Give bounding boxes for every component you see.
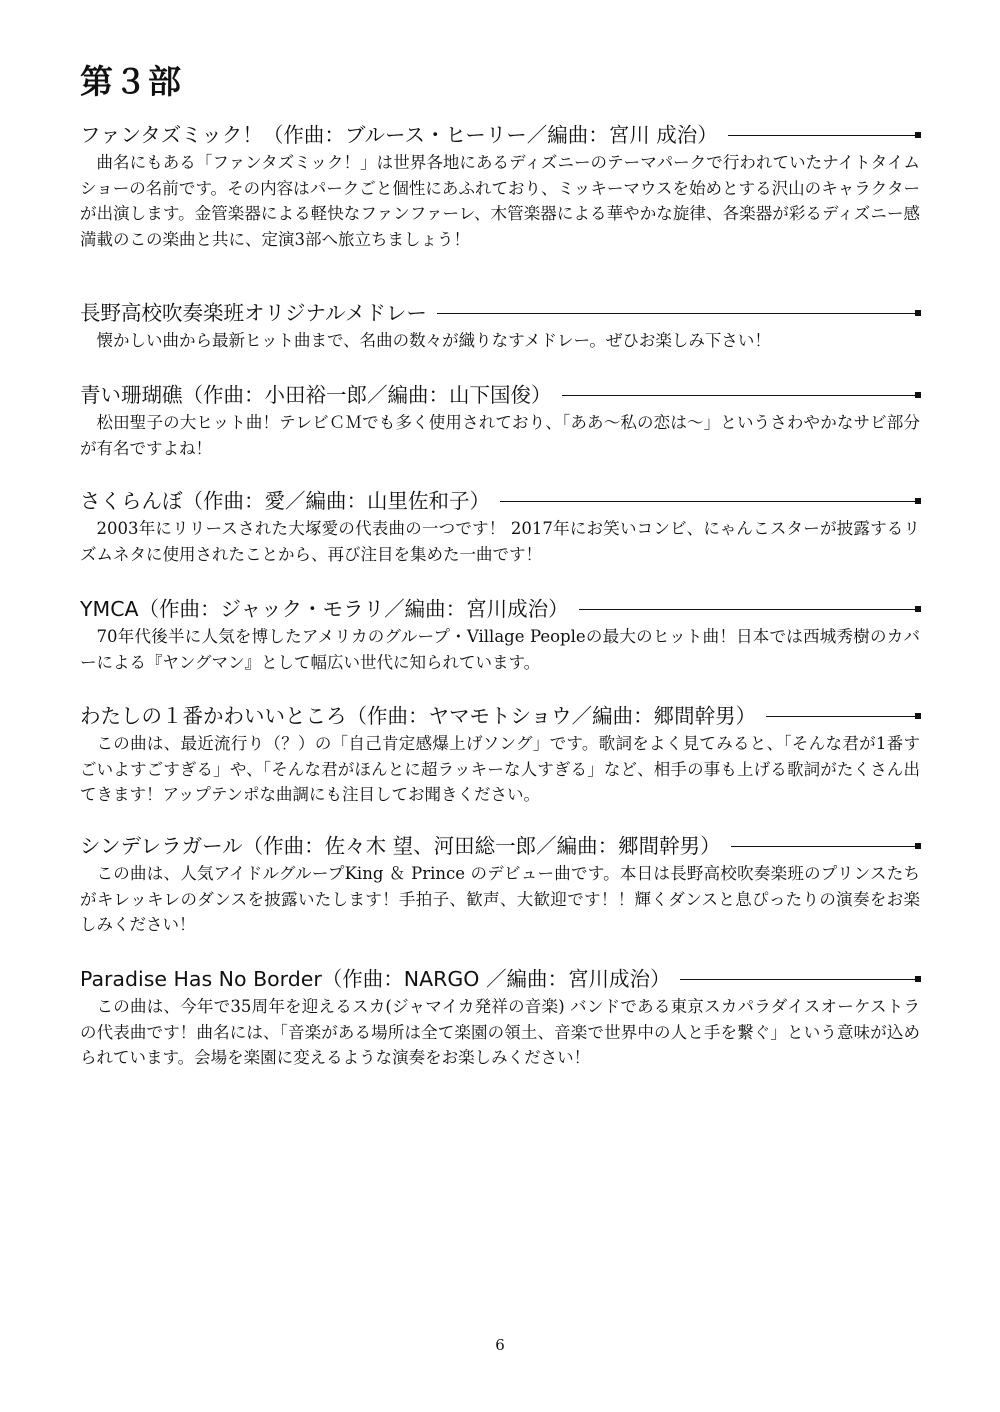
section-header	[80, 486, 920, 516]
section-description: 2003年にリリースされた大塚愛の代表曲の一つです！ 2017年にお笑いコンビ、にゃんこスターが披露するリズムネタに使用されたことから、再び注目を集めた一曲です！	[80, 519, 920, 564]
title-rule-divider	[728, 135, 920, 136]
section-description: この曲は、今年で35周年を迎えるスカ(ジャマイカ発祥の音楽) バンドである東京スカパラダイスオーケストラの代表曲です！曲名には、「音楽がある場所は全て楽園の領土、音楽で世界中の人と手を繋ぐ」という意味が込められています。会場を楽園に変えるような演奏をお楽しみください！	[80, 997, 921, 1068]
section-header	[80, 380, 920, 410]
section-description: この曲は、人気アイドルグループKing ＆ Prince のデビュー曲です。本日は長野高校吹奏楽班のプリンスたちがキレッキレのダンスを披露いたします！手拍子、歓声、大歓迎です！！輝くダンスと息ぴったりの演奏をお楽しみください！	[80, 864, 920, 935]
program-item-paradise-has-no-border	[80, 964, 920, 1071]
title-rule-divider	[500, 501, 920, 502]
section-description: この曲は、最近流行り（？）の「自己肯定感爆上げソング」です。歌詞をよく見てみると、「そんな君が1番すごいよすごすぎる」や、「そんな君がほんとに超ラッキーな人すぎる」など、相手の事も上げる歌詞がたくさん出てきます！アップテンポな曲調にも注目してお聞きください。	[80, 734, 920, 805]
section-title: 長野高校吹奏楽班オリジナルメドレー	[80, 301, 427, 325]
section-title: さくらんぼ（作曲：愛／編曲：山里佐和子）	[80, 489, 490, 513]
program-item-ymca	[80, 594, 920, 675]
section-title: YMCA（作曲：ジャック・モラリ／編曲：宮川成治）	[80, 597, 569, 621]
section-description: 懐かしい曲から最新ヒット曲まで、名曲の数々が織りなすメドレー。ぜひお楽しみ下さい！	[96, 331, 771, 350]
program-item-watashi-no-ichiban	[80, 701, 920, 808]
program-item-original-medley	[80, 298, 920, 354]
section-header	[80, 298, 920, 328]
page-title: 第３部	[80, 62, 182, 101]
section-header	[80, 120, 920, 150]
title-rule-divider	[731, 846, 920, 847]
section-title: Paradise Has No Border（作曲：NARGO ／編曲：宮川成治）	[80, 967, 671, 991]
title-rule-divider	[680, 979, 920, 980]
section-description: 松田聖子の大ヒット曲！テレビＣＭでも多く使用されており、「ああ〜私の恋は〜」というさわやかなサビ部分が有名ですよね！	[80, 413, 920, 458]
title-rule-divider	[437, 313, 920, 314]
section-title: 青い珊瑚礁（作曲：小田裕一郎／編曲：山下国俊）	[80, 383, 552, 407]
section-description: 70年代後半に人気を博したアメリカのグループ・Village Peopleの最大のヒット曲！日本では西城秀樹のカバーによる『ヤングマン』として幅広い世代に知られています。	[80, 627, 920, 672]
page-number: 6	[495, 1336, 505, 1354]
program-item-sakuranbo	[80, 486, 920, 567]
section-header	[80, 594, 920, 624]
title-rule-divider	[579, 609, 920, 610]
program-item-cinderella-girl	[80, 831, 920, 938]
section-title: わたしの１番かわいいところ（作曲：ヤマモトショウ／編曲：郷間幹男）	[80, 704, 757, 728]
section-header	[80, 701, 920, 731]
title-rule-divider	[562, 395, 921, 396]
section-title: ファンタズミック！（作曲：ブルース・ヒーリー／編曲：宮川 成治）	[80, 123, 718, 147]
section-header	[80, 964, 920, 994]
program-item-fantasmic	[80, 120, 920, 252]
title-rule-divider	[766, 716, 920, 717]
section-title: シンデレラガール（作曲：佐々木 望、河田総一郎／編曲：郷間幹男）	[80, 834, 721, 858]
section-header	[80, 831, 920, 861]
program-item-aoi-sangosho	[80, 380, 920, 461]
section-description: 曲名にもある「ファンタズミック！」は世界各地にあるディズニーのテーマパークで行われていたナイトタイムショーの名前です。その内容はパークごと個性にあふれており、ミッキーマウスを始めとする沢山のキャラクターが出演します。金管楽器による軽快なファンファーレ、木管楽器による華やかな旋律、各楽器が彩るディズニー感満載のこの楽曲と共に、定演3部へ旅立ちましょう！	[80, 153, 920, 249]
